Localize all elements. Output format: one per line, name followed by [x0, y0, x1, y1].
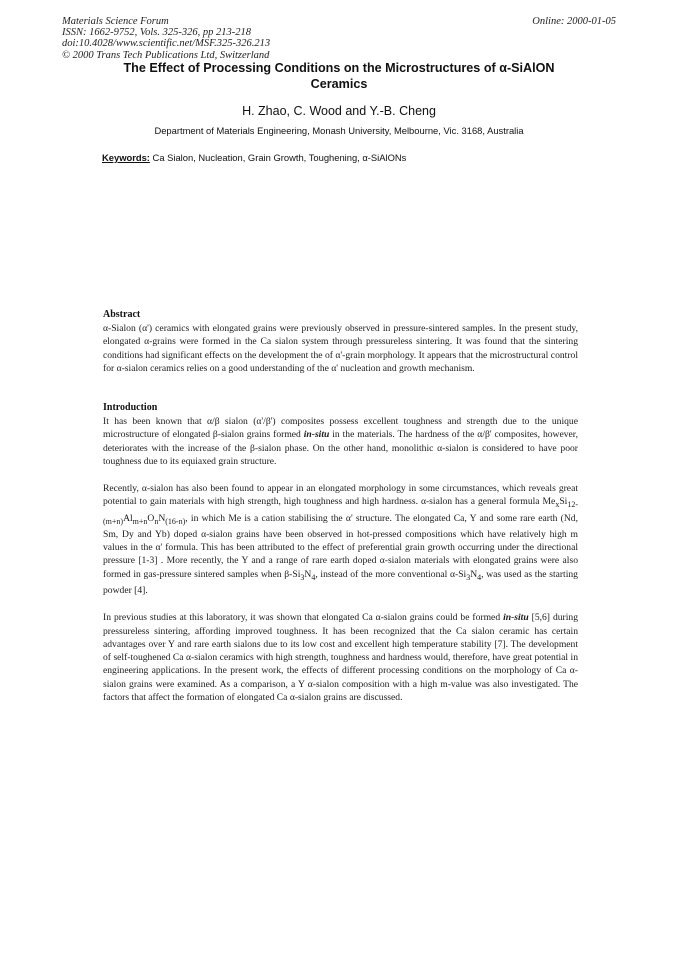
intro-p2-text-c: Al	[123, 512, 133, 524]
formula-subscript: 4	[311, 572, 316, 582]
authors: H. Zhao, C. Wood and Y.-B. Cheng	[242, 104, 436, 118]
abstract-text: α-Sialon (α') ceramics with elongated grains were previously observed in pressure-sintered samples. In the present study, elongated α-grains were formed in the Ca sialon system through pressureless sintering. It was found that the sintering conditions had significant effects on the development the of α'-grain morphology. It appears that the microstructural control for α-sialon ceramics relies on a good understanding of the α' nucleation and growth mechanism.	[103, 323, 578, 374]
introduction-section	[103, 401, 578, 704]
intro-p1-text-b: in the materials. The hardness of the α/β' composites, however, deteriorates with the increase of the β-sialon phase. On the other hand, monolithic α-sialon is considered to have poor toughness due to its equiaxed grain structure.	[103, 429, 578, 467]
formula-subscript: n	[154, 516, 159, 526]
intro-p2-text-e: N	[158, 512, 166, 524]
keywords-list: Ca Sialon, Nucleation, Grain Growth, Toughening, α-SiAlONs	[152, 152, 407, 163]
intro-p2-text-h: , instead of the more conventional α-Si	[315, 568, 467, 580]
abstract-section	[103, 308, 578, 375]
journal-name: Materials Science Forum	[62, 16, 169, 27]
title-line-2: Ceramics	[310, 76, 368, 91]
affiliation: Department of Materials Engineering, Monash University, Melbourne, Vic. 3168, Australia	[154, 125, 524, 136]
formula-subscript: 12-(m+n)	[103, 500, 578, 526]
formula-subscript: 3	[300, 572, 305, 582]
formula-subscript: (16-n)	[165, 516, 186, 526]
intro-p3-emphasis: in-situ	[503, 612, 529, 624]
intro-p2-text-g: N	[304, 568, 312, 580]
abstract-heading: Abstract	[103, 309, 141, 320]
formula-subscript: 4	[477, 572, 482, 582]
intro-p2-text-a: Recently, α-sialon has also been found to appear in an elongated morphology in some circumstances, which reveals great potential to gain materials with high strength, high toughness and high hardness. α-sialon has a general formula Me	[103, 483, 578, 508]
intro-p2-text-j: , was used as the starting powder [4].	[103, 568, 578, 596]
formula-subscript: m+n	[132, 516, 148, 526]
introduction-heading: Introduction	[103, 402, 158, 413]
online-date: Online: 2000-01-05	[532, 16, 616, 27]
intro-p2-text-f: , in which Me is a cation stabilising the α' structure. The elongated Ca, Y and some rare earth (Nd, Sm, Dy and Yb) doped α-sialon grains have been observed in hot-pressed compositions which have relatively high m values in the α' formula. This has been attributed to the effect of preferential grain growth occurring under the directional pressure [1-3] . More recently, the Y and a range of rare earth doped α-sialon materials with elongated grains were also formed in gas-pressure sintered samples when β-Si	[103, 512, 578, 580]
paper-title	[60, 61, 618, 92]
copyright-line: © 2000 Trans Tech Publications Ltd, Switzerland	[62, 49, 270, 61]
formula-subscript: x	[555, 500, 560, 510]
intro-paragraph-1	[103, 415, 578, 468]
intro-p1-text-a: It has been known that α/β sialon (α'/β') composites possess excellent toughness and strength due to the unique microstructure of elongated β-sialon grains formed	[103, 416, 578, 441]
title-line-1: The Effect of Processing Conditions on the Microstructures of α-SiAlON	[123, 61, 555, 75]
keywords-label: Keywords:	[102, 152, 150, 163]
intro-p3-text-a: In previous studies at this laboratory, it was shown that elongated Ca α-sialon grains could be formed	[103, 612, 504, 624]
keywords	[102, 152, 622, 163]
issn-line: ISSN: 1662-9752, Vols. 325-326, pp 213-218	[62, 27, 251, 39]
intro-p2-text-i: N	[470, 568, 478, 580]
intro-paragraph-3	[103, 611, 578, 704]
intro-paragraph-2	[103, 482, 578, 597]
journal-header	[62, 16, 362, 61]
intro-p2-text-b: Si	[559, 496, 568, 508]
intro-p3-text-b: [5,6] during pressureless sintering, affording improved toughness. It has been recognized that the Ca sialon ceramic has certain advantages over Y and rare earth sialons due to its low cost and excellent high temperature stability [7]. The development of self-toughened Ca α-sialon ceramics with high strength, toughness and hardness would, therefore, have great potential in engineering applications. In the present work, the effects of different processing conditions on the morphology of Ca α-sialon grains were examined. As a comparison, a Y α-sialon composition with a high m-value was also investigated. The factors that affect the formation of elongated Ca α-sialon grains are discussed.	[103, 612, 578, 704]
intro-p2-text-d: O	[147, 512, 155, 524]
intro-p1-emphasis: in-situ	[303, 429, 330, 441]
formula-subscript: 3	[466, 572, 471, 582]
doi-line: doi:10.4028/www.scientific.net/MSF.325-326.213	[62, 38, 271, 50]
